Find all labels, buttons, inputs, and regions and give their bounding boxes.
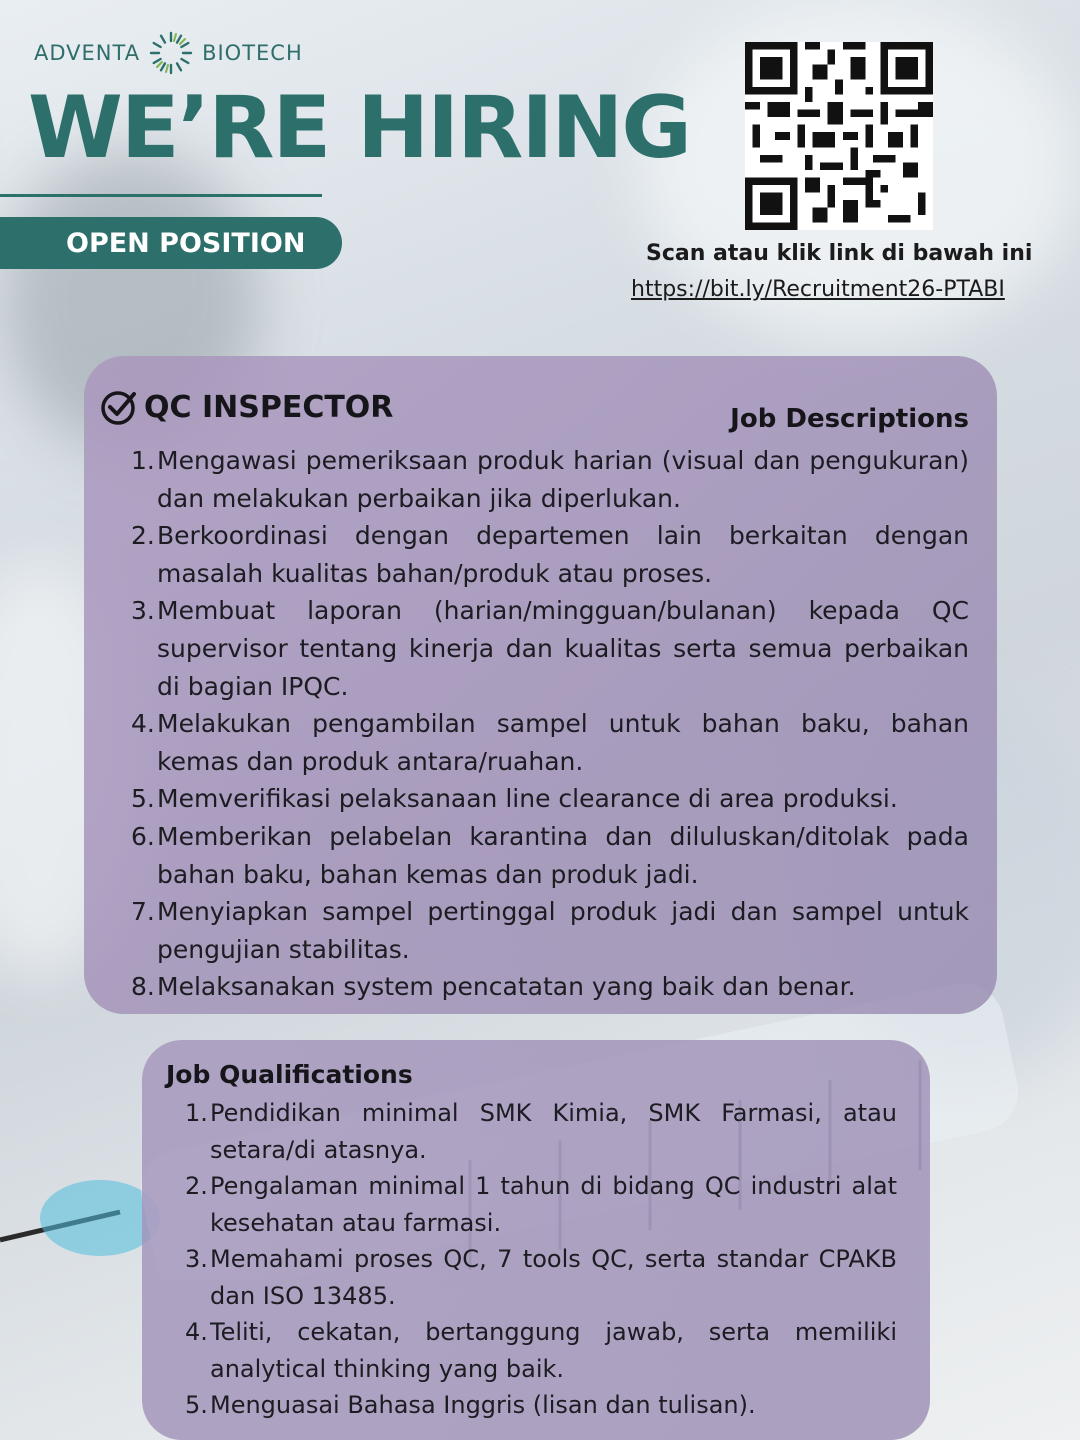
list-item: 3. Memahami proses QC, 7 tools QC, serta standar CPAKB dan ISO 13485. [185,1245,897,1310]
hiring-headline: WE’RE HIRING [28,78,690,178]
list-item: 7. Menyiapkan sampel pertinggal produk jadi dan sampel untuk pengujian stabilitas. [131,897,969,964]
list-item: 6. Memberikan pelabelan karantina dan diluluskan/ditolak pada bahan baku, bahan kemas dan produk jadi. [131,821,969,889]
list-item: 4. Melakukan pengambilan sampel untuk bahan baku, bahan kemas dan produk antara/ruahan. [131,709,969,776]
brand-logo [34,30,303,76]
job-qualifications-list [185,1095,897,1424]
divider [0,194,322,197]
list-item: 8. Melaksanakan system pencatatan yang baik dan benar. [131,972,856,1002]
brand-name-left: ADVENTA [34,41,141,65]
list-item: 1. Pendidikan minimal SMK Kimia, SMK Farmasi, atau setara/di atasnya. [185,1099,897,1164]
sunburst-logo-icon [148,30,194,76]
position-title-text: QC INSPECTOR [144,389,394,425]
list-item: 2. Pengalaman minimal 1 tahun di bidang QC industri alat kesehatan atau farmasi. [185,1172,897,1237]
list-item: 5. Menguasai Bahasa Inggris (lisan dan tulisan). [185,1391,756,1419]
list-item: 5. Memverifikasi pelaksanaan line clearance di area produksi. [131,784,898,814]
qr-caption: Scan atau klik link di bawah ini [646,241,1033,266]
qr-code-icon[interactable] [745,42,933,230]
list-item: 1. Mengawasi pemeriksaan produk harian (visual dan pengukuran) dan melakukan perbaikan jika diperlukan. [131,446,969,513]
open-position-banner [0,217,342,269]
job-descriptions-heading: Job Descriptions [730,404,969,434]
job-qualifications-heading: Job Qualifications [166,1060,413,1089]
brand-name-right: BIOTECH [202,41,303,65]
open-position-label: OPEN POSITION [66,227,306,259]
list-item: 2. Berkoordinasi dengan departemen lain berkaitan dengan masalah kualitas bahan/produk atau proses. [131,521,969,588]
list-item: 3. Membuat laporan (harian/mingguan/bulanan) kepada QC supervisor tentang kinerja dan kualitas serta semua perbaikan di bagian IPQC. [131,596,969,701]
check-circle-icon [100,388,138,426]
list-item: 4. Teliti, cekatan, bertanggung jawab, serta memiliki analytical thinking yang baik. [185,1318,897,1383]
job-descriptions-list [131,442,969,1006]
recruitment-link[interactable]: https://bit.ly/Recruitment26-PTABI [631,277,1005,302]
position-title [100,388,393,426]
